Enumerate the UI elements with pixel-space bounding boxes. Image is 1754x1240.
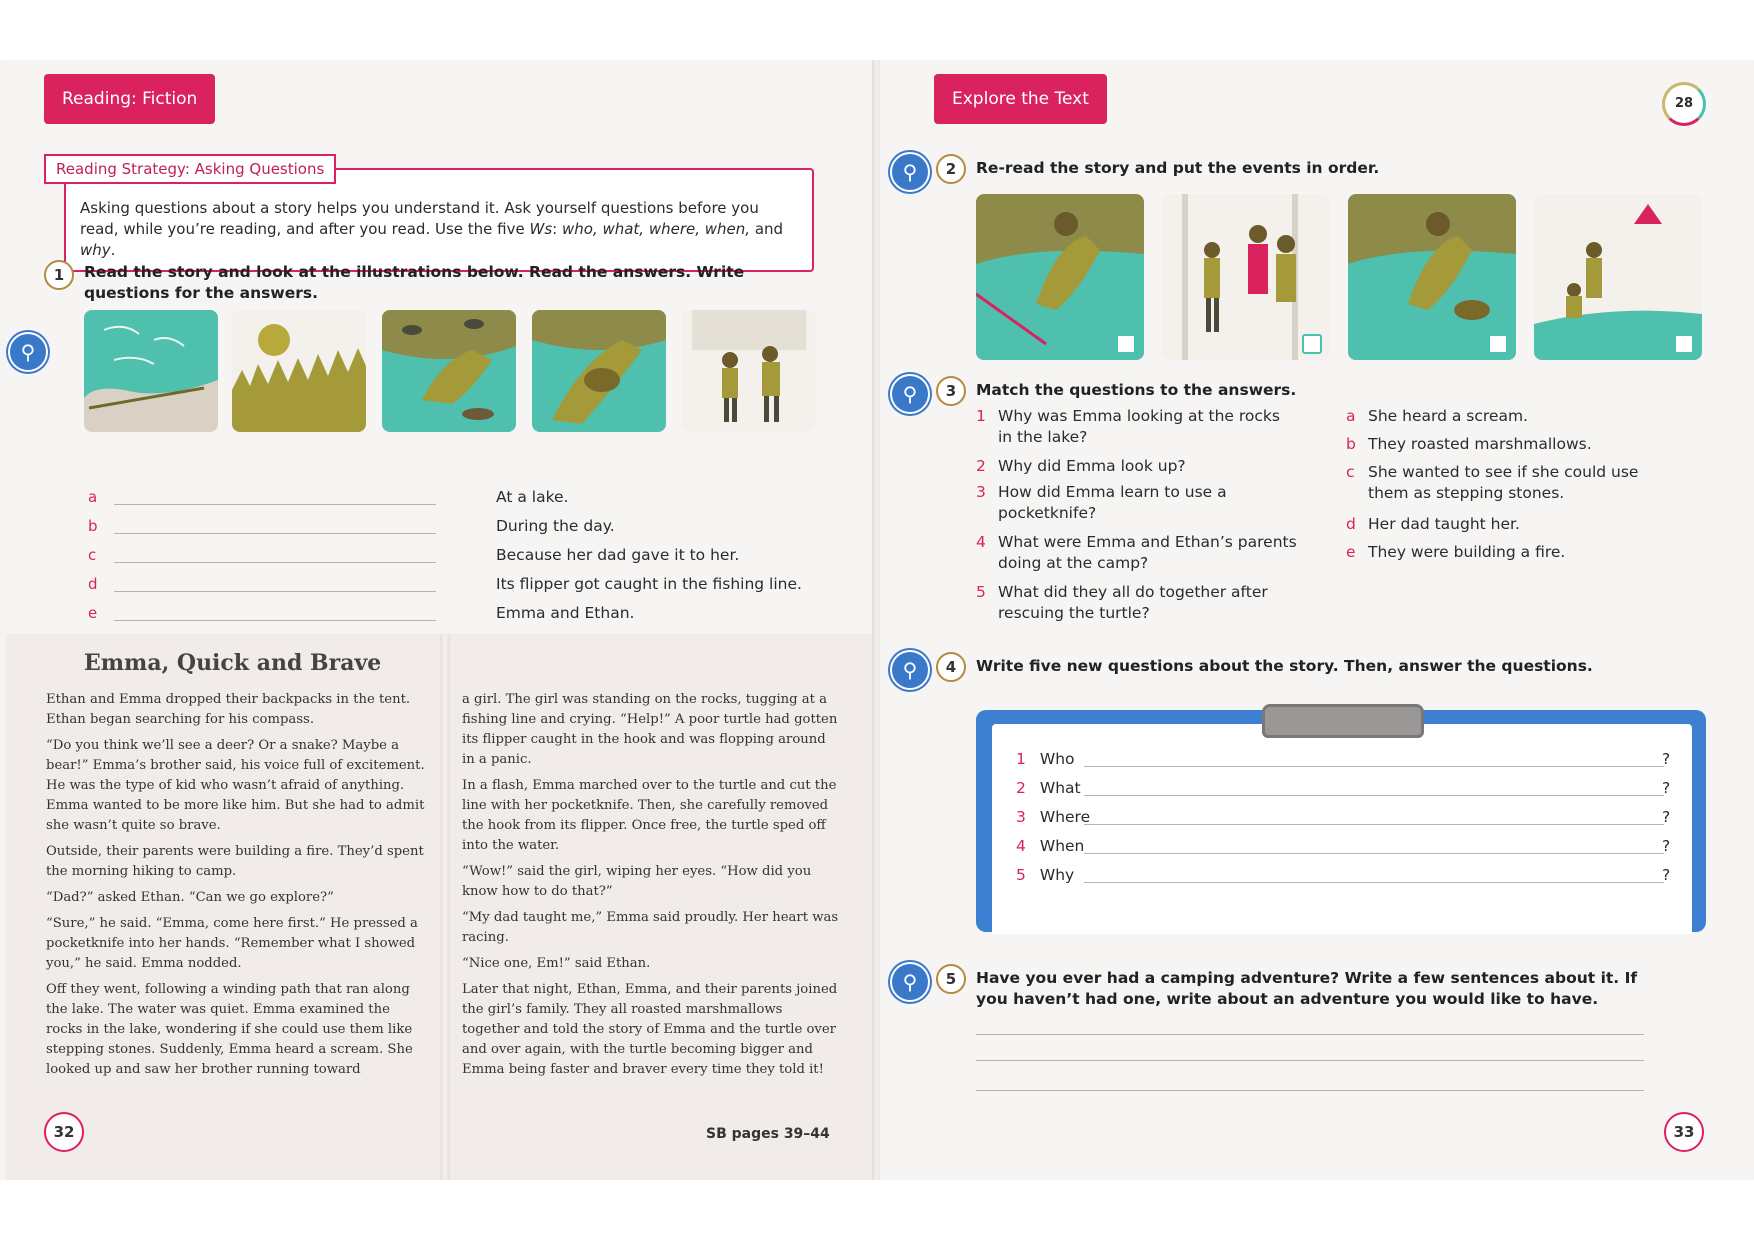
story-paragraph: “Wow!” said the girl, wiping her eyes. “How did you know how to do that?” — [462, 864, 812, 899]
right-page — [880, 60, 1748, 1180]
section-tab-explore-text: Explore the Text — [934, 74, 1107, 124]
match-answer-text: Her dad taught her. — [1368, 515, 1520, 533]
match-question — [976, 456, 1298, 477]
illustration-children-running — [682, 310, 816, 432]
row-letter: d — [88, 575, 98, 593]
story-paragraph: “Nice one, Em!” said Ethan. — [462, 956, 651, 971]
question-mark: ? — [1662, 750, 1671, 768]
page-number-right: 33 — [1664, 1112, 1704, 1152]
match-answer-text: They were building a fire. — [1368, 543, 1566, 561]
question-5-number: 5 — [936, 964, 966, 994]
write-row-number: 5 — [1016, 866, 1026, 884]
question-2-number: 2 — [936, 154, 966, 184]
match-question-text: How did Emma learn to use a pocketknife? — [998, 483, 1227, 522]
order-box-1[interactable] — [1116, 334, 1136, 354]
match-answer-text: She heard a scream. — [1368, 407, 1528, 425]
magnifier-icon: ⚲ — [890, 962, 930, 1002]
answer-line[interactable] — [1084, 795, 1664, 796]
match-question-text: What were Emma and Ethan’s parents doing at the camp? — [998, 533, 1297, 572]
strategy-text-colon: : — [552, 220, 562, 238]
order-box-4[interactable] — [1674, 334, 1694, 354]
match-question-text: What did they all do together after rescuing the turtle? — [998, 583, 1268, 622]
story-paragraph: Off they went, following a winding path that ran along the lake. The water was quiet. Emma examined the rocks in the lake, wondering if she could use them like stepping stones. Suddenly, Emma heard a scream. She looked up and saw her brother running toward — [46, 982, 413, 1077]
question-1-text: Read the story and look at the illustrations below. Read the answers. Write questions for the answers. — [84, 263, 745, 302]
write-row-word: Why — [1039, 866, 1075, 884]
match-answer-letter: d — [1346, 515, 1356, 533]
strategy-text-ws: Ws — [529, 220, 553, 238]
question-mark: ? — [1662, 779, 1671, 797]
strategy-text-end: . — [110, 241, 116, 259]
row-letter: a — [88, 488, 98, 506]
match-answer — [1346, 406, 1668, 427]
write-row-word: What — [1039, 779, 1081, 797]
strategy-tag: Reading Strategy: Asking Questions — [44, 154, 336, 184]
story-paragraph: “Sure,” he said. “Emma, come here first.” He pressed a pocketknife into her hands. “Remember what I showed you,” he said. Emma nodded. — [46, 916, 418, 971]
strategy-text-why: why — [80, 241, 111, 259]
write-row-word: Where — [1039, 808, 1091, 826]
question-3-number: 3 — [936, 376, 966, 406]
write-row-word: When — [1039, 837, 1085, 855]
question-5-text: Have you ever had a camping adventure? Write a few sentences about it. If you haven’t had one, write about an adventure you would like to have. — [976, 969, 1638, 1008]
row-letter: c — [88, 546, 97, 564]
row-letter: b — [88, 517, 98, 535]
answer-line[interactable] — [114, 504, 436, 505]
strategy-text-list: who, what, where, when, — [561, 220, 751, 238]
answer-line[interactable] — [1084, 882, 1664, 883]
answer-line[interactable] — [976, 1034, 1644, 1035]
answer-line[interactable] — [976, 1090, 1644, 1091]
write-row — [1016, 837, 1084, 855]
story-paragraph: a girl. The girl was standing on the rocks, tugging at a fishing line and crying. “Help!” A poor turtle had gotten its flipper caught in the hook and was flopping around in a panic. — [462, 692, 838, 767]
match-answer-letter: b — [1346, 435, 1356, 453]
match-answer-letter: e — [1346, 543, 1356, 561]
question-mark: ? — [1662, 837, 1671, 855]
write-row-number: 3 — [1016, 808, 1026, 826]
row-answer: Emma and Ethan. — [496, 604, 635, 622]
row-answer: During the day. — [496, 517, 615, 535]
match-answer — [1346, 514, 1668, 535]
magnifier-icon: ⚲ — [8, 332, 48, 372]
answer-line[interactable] — [1084, 853, 1664, 854]
left-page — [6, 60, 874, 1180]
match-question — [976, 482, 1298, 524]
row-answer: Because her dad gave it to her. — [496, 546, 740, 564]
order-box-3[interactable] — [1488, 334, 1508, 354]
story-paragraph: In a flash, Emma marched over to the turtle and cut the line with her pocketknife. Then, she carefully removed the hook from its flipper. Once free, the turtle sped off into the water. — [462, 778, 837, 853]
magnifier-icon: ⚲ — [890, 650, 930, 690]
illustration-lake — [84, 310, 218, 432]
match-question — [976, 582, 1298, 624]
strategy-text-1: Asking questions about a story helps you understand it. Ask yourself questions before you read, while you’re reading, and after you read. Use the five — [80, 199, 759, 238]
sb-page-reference: SB pages 39–44 — [706, 1126, 830, 1142]
match-answer — [1346, 462, 1668, 504]
story-column-2 — [462, 690, 842, 1086]
match-answer-letter: a — [1346, 407, 1356, 425]
illustration-girl-rocks — [382, 310, 516, 432]
write-row — [1016, 808, 1090, 826]
match-answer-text: She wanted to see if she could use them as stepping stones. — [1368, 463, 1639, 502]
story-paragraph: “My dad taught me,” Emma said proudly. Her heart was racing. — [462, 910, 839, 945]
story-fold — [440, 634, 450, 1180]
question-4-text: Write five new questions about the story. Then, answer the questions. — [976, 657, 1593, 675]
match-question-number: 4 — [976, 533, 986, 551]
question-3-text: Match the questions to the answers. — [976, 381, 1297, 399]
match-question — [976, 532, 1298, 574]
unit-badge: 28 — [1662, 82, 1706, 126]
write-row-number: 2 — [1016, 779, 1026, 797]
row-answer: Its flipper got caught in the fishing line. — [496, 575, 802, 593]
match-question — [976, 406, 1298, 448]
match-question-text: Why was Emma looking at the rocks in the lake? — [998, 407, 1280, 446]
answer-line[interactable] — [114, 562, 436, 563]
row-answer: At a lake. — [496, 488, 569, 506]
answer-line[interactable] — [114, 620, 436, 621]
story-title: Emma, Quick and Brave — [84, 650, 382, 676]
match-answer — [1346, 542, 1668, 563]
question-mark: ? — [1662, 808, 1671, 826]
write-row-number: 1 — [1016, 750, 1026, 768]
write-row-number: 4 — [1016, 837, 1026, 855]
match-question-text: Why did Emma look up? — [998, 457, 1186, 475]
match-question-number: 3 — [976, 483, 986, 501]
story-paragraph: “Dad?” asked Ethan. “Can we go explore?” — [46, 890, 334, 905]
story-paragraph: Later that night, Ethan, Emma, and their parents joined the girl’s family. They all roasted marshmallows together and told the story of Emma and the turtle over and over again, with the turtle becoming bigger and Emma being faster and braver every time they told it! — [462, 982, 838, 1077]
story-paragraph: Outside, their parents were building a fire. They’d spent the morning hiking to camp. — [46, 844, 424, 879]
write-row-word: Who — [1039, 750, 1075, 768]
question-mark: ? — [1662, 866, 1671, 884]
story-column-1 — [46, 690, 426, 1086]
question-1-number: 1 — [44, 260, 74, 290]
illustration-turtle-rescue — [532, 310, 666, 432]
order-box-2[interactable] — [1302, 334, 1322, 354]
clipboard-clip — [1262, 704, 1424, 738]
answer-line[interactable] — [1084, 824, 1664, 825]
match-answer-text: They roasted marshmallows. — [1368, 435, 1592, 453]
magnifier-icon: ⚲ — [890, 374, 930, 414]
clipboard-paper — [992, 724, 1692, 934]
answer-line[interactable] — [1084, 766, 1664, 767]
story-paragraph: “Do you think we’ll see a deer? Or a snake? Maybe a bear!” Emma’s brother said, his voice full of excitement. He was the type of kid who wasn’t afraid of anything. Emma wanted to be more like him. But she had to admit she wasn’t quite so brave. — [46, 738, 425, 833]
match-question-number: 2 — [976, 457, 986, 475]
answer-line[interactable] — [114, 591, 436, 592]
match-question-number: 1 — [976, 407, 986, 425]
section-tab-reading-fiction: Reading: Fiction — [44, 74, 215, 124]
story-paragraph: Ethan and Emma dropped their backpacks in the tent. Ethan began searching for his compass. — [46, 692, 411, 727]
answer-line[interactable] — [976, 1060, 1644, 1061]
workbook-spread — [0, 60, 1754, 1180]
page-number-left: 32 — [44, 1112, 84, 1152]
write-row — [1016, 779, 1081, 797]
strategy-text-and: and — [750, 220, 784, 238]
answer-line[interactable] — [114, 533, 436, 534]
write-row — [1016, 866, 1074, 884]
question-2-text: Re-read the story and put the events in order. — [976, 159, 1380, 177]
row-letter: e — [88, 604, 98, 622]
question-4-number: 4 — [936, 652, 966, 682]
match-question-number: 5 — [976, 583, 986, 601]
illustration-forest-sun — [232, 310, 366, 432]
match-answer-letter: c — [1346, 463, 1355, 481]
write-row — [1016, 750, 1075, 768]
match-answer — [1346, 434, 1668, 455]
magnifier-icon: ⚲ — [890, 152, 930, 192]
